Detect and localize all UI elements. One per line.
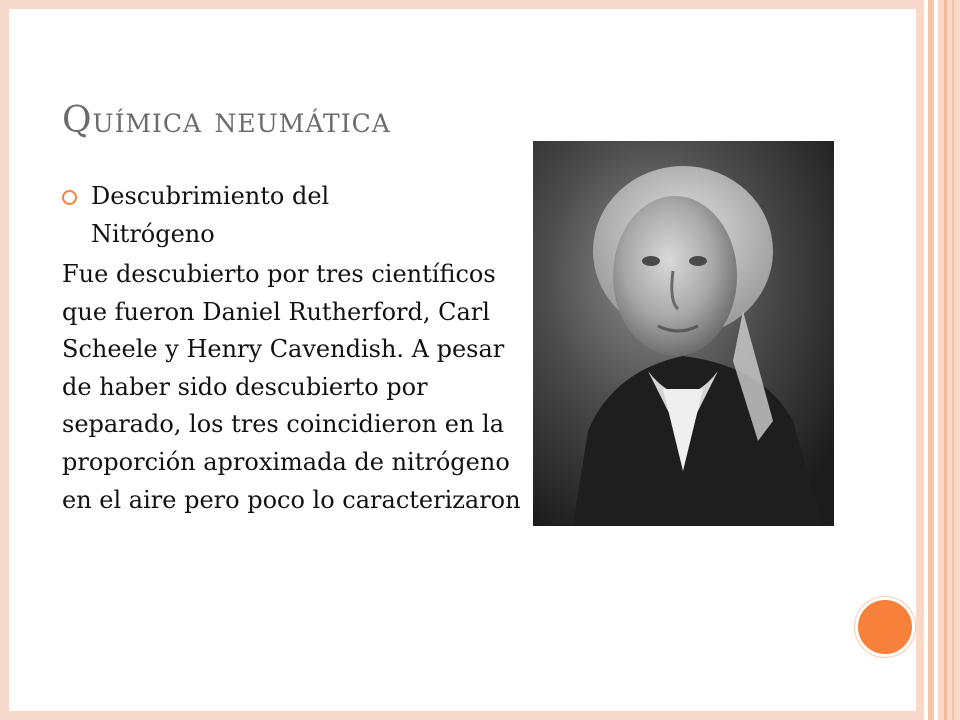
right-decor-strip [928,0,934,720]
right-decor-strip [916,0,924,720]
portrait-image [533,141,834,526]
portrait-illustration [533,141,834,526]
left-border [0,0,9,720]
right-decor-strip [938,0,960,720]
right-decor-line [944,0,947,720]
bullet-item [62,177,502,253]
accent-circle [855,597,915,657]
top-border [0,0,920,9]
body-paragraph: Fue descubierto por tres científicos que fueron Daniel Rutherford, Carl Scheele y Henry Cavendish. A pesar de haber sido descubierto por separado, los tres coincidieron en la proporción aproximada de nitrógeno en el aire pero poco lo caracterizaron [62,260,521,514]
slide-title: Química neumática [62,100,391,141]
right-decor-line [952,0,954,720]
bottom-border [0,711,920,720]
bullet-circle-icon [62,190,77,205]
bullet-text: Descubrimiento del Nitrógeno [91,182,330,248]
